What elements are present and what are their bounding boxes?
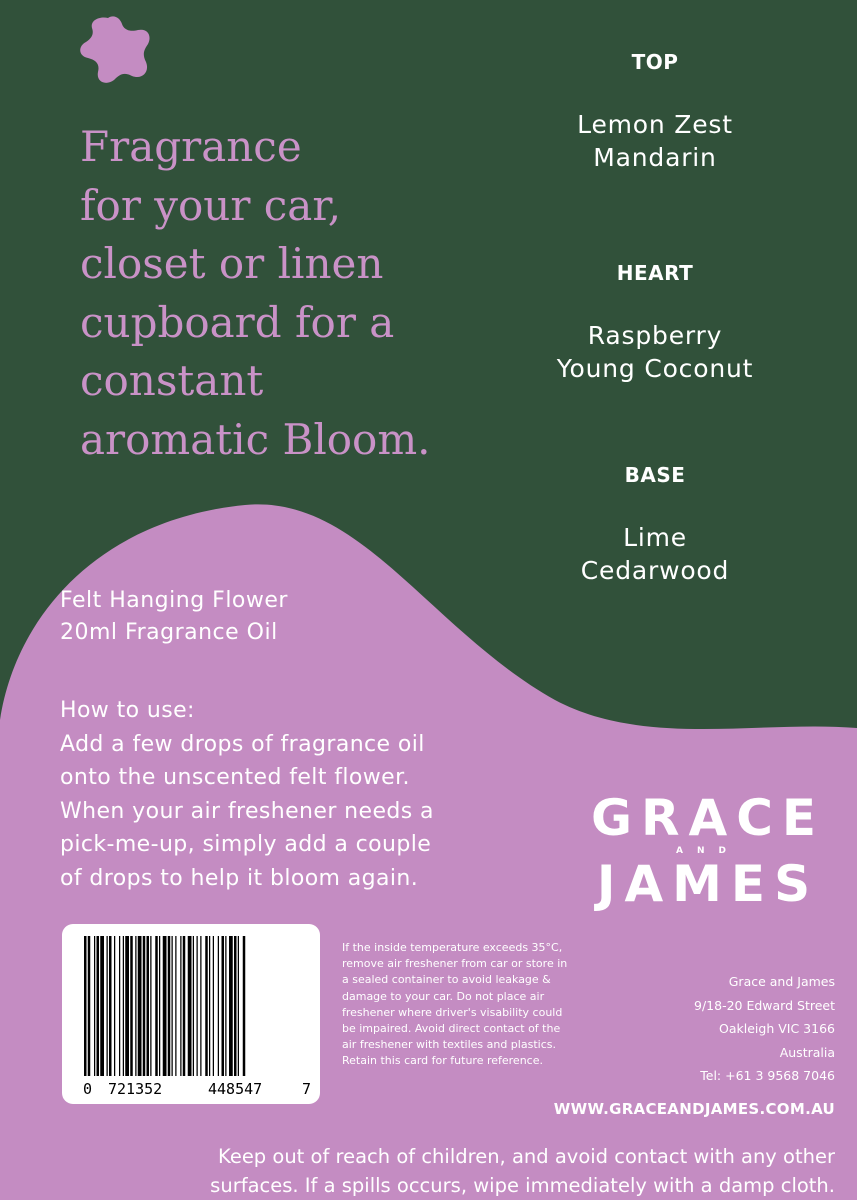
heart-notes-label: HEART [616, 261, 694, 285]
caution-line: Keep out of reach of children, and avoid contact with any other [218, 1145, 835, 1168]
barcode-bar [119, 936, 120, 1076]
website-url: WWW.GRACEANDJAMES.COM.AU [553, 1100, 835, 1118]
logo-james: JAMES [596, 855, 820, 913]
headline-line: cupboard for a [80, 297, 395, 347]
barcode-bar [135, 936, 136, 1076]
barcode-bar [94, 936, 95, 1076]
barcode-bar [234, 936, 237, 1076]
barcode-bar [183, 936, 186, 1076]
barcode-bar [225, 936, 226, 1076]
how-to-use-line: When your air freshener needs a [60, 798, 434, 824]
barcode-bar [143, 936, 146, 1076]
caution-line: surfaces. If a spills occurs, wipe immediately with a damp cloth. [210, 1174, 835, 1197]
how-to-use-line: of drops to help it bloom again. [60, 865, 419, 891]
barcode-bar [175, 936, 176, 1076]
how-to-use-title: How to use: [60, 698, 195, 723]
warning-line: be impaired. Avoid direct contact of the [342, 1022, 561, 1036]
barcode-bar [123, 936, 124, 1076]
barcode-digit-group: 448547 [208, 1080, 263, 1098]
warning-text [342, 940, 567, 1070]
heart-notes [520, 261, 790, 385]
warning-line: remove air freshener from car or store in [342, 957, 568, 971]
base-notes-values [520, 521, 790, 587]
logo-and: AND [676, 846, 740, 856]
barcode-bar [138, 936, 142, 1076]
barcode-bar [159, 936, 160, 1076]
headline-line: for your car, [80, 180, 342, 230]
product-line: Felt Hanging Flower [60, 588, 288, 613]
barcode-bar [180, 936, 181, 1076]
top-notes-label: TOP [631, 50, 679, 74]
barcode-bar [155, 936, 158, 1076]
barcode-bar [163, 936, 167, 1076]
base-notes [520, 463, 790, 587]
company-address [630, 970, 835, 1088]
barcode-bar [243, 936, 246, 1076]
logo-grace: GRACE [590, 789, 826, 847]
headline-line: constant [80, 356, 264, 405]
barcode-bar [107, 936, 108, 1076]
barcode-panel [62, 924, 320, 1104]
note-value: Lime [623, 523, 687, 552]
address-line: 9/18-20 Edward Street [694, 997, 835, 1013]
barcode-bar [213, 936, 214, 1076]
barcode-digit-group: 721352 [108, 1080, 163, 1098]
barcode-digit-group: 7 [302, 1080, 312, 1098]
barcode-bar [130, 936, 133, 1076]
warning-line: freshener where driver's visability could [342, 1005, 563, 1019]
note-value: Mandarin [593, 143, 717, 172]
barcode-bar [188, 936, 192, 1076]
address-line: Oakleigh VIC 3166 [719, 1021, 835, 1036]
barcode-bar [222, 936, 225, 1076]
barcode-bar [150, 936, 151, 1076]
base-notes-label: BASE [624, 463, 686, 487]
address-line: Australia [779, 1044, 835, 1060]
how-to-use-line: Add a few drops of fragrance oil [60, 731, 425, 757]
barcode-bar [229, 936, 233, 1076]
barcode-bars [62, 924, 320, 1104]
barcode-bar [88, 936, 91, 1076]
heart-notes-values [520, 319, 790, 385]
brand-logo [588, 790, 828, 912]
barcode-bar [205, 936, 208, 1076]
warning-line: If the inside temperature exceeds 35°C, [342, 941, 563, 954]
barcode-bar [84, 936, 87, 1076]
barcode-bar [125, 936, 129, 1076]
barcode-bar [168, 936, 171, 1076]
how-to-use [60, 694, 434, 895]
top-notes-values [520, 108, 790, 174]
warning-line: air freshener with textiles and plastics. [342, 1038, 556, 1052]
barcode-bar [200, 936, 201, 1076]
product-description [60, 585, 288, 649]
product-line: 20ml Fragrance Oil [60, 620, 278, 645]
note-value: Raspberry [587, 321, 723, 350]
warning-line: damage to your car. Do not place air [342, 989, 545, 1003]
barcode-bar [109, 936, 112, 1076]
headline-line: aromatic Bloom. [80, 414, 431, 464]
how-to-use-line: onto the unscented felt flower. [60, 765, 410, 790]
headline [80, 118, 500, 469]
barcode-bar [100, 936, 104, 1076]
note-value: Lemon Zest [577, 110, 733, 139]
address-line: Grace and James [728, 974, 835, 989]
barcode-bar [172, 936, 173, 1076]
barcode-bar [114, 936, 115, 1076]
barcode-bar [193, 936, 194, 1076]
barcode-bar [218, 936, 219, 1076]
address-line: Tel: +61 3 9568 7046 [700, 1068, 835, 1083]
how-to-use-line: pick-me-up, simply add a couple [60, 832, 432, 857]
caution-text [100, 1142, 835, 1200]
barcode-bar [209, 936, 210, 1076]
note-value: Cedarwood [580, 556, 730, 585]
barcode-bar [97, 936, 100, 1076]
note-value: Young Coconut [556, 354, 754, 383]
top-notes [520, 50, 790, 174]
barcode-bar [238, 936, 239, 1076]
flower-icon [78, 14, 154, 84]
warning-line: a sealed container to avoid leakage & [342, 973, 551, 987]
headline-line: Fragrance [80, 122, 302, 171]
headline-line: closet or linen [80, 239, 384, 288]
barcode-digit-group: 0 [83, 1080, 93, 1098]
barcode-bar [197, 936, 198, 1076]
warning-line: Retain this card for future reference. [342, 1054, 543, 1068]
barcode-bar [147, 936, 150, 1076]
